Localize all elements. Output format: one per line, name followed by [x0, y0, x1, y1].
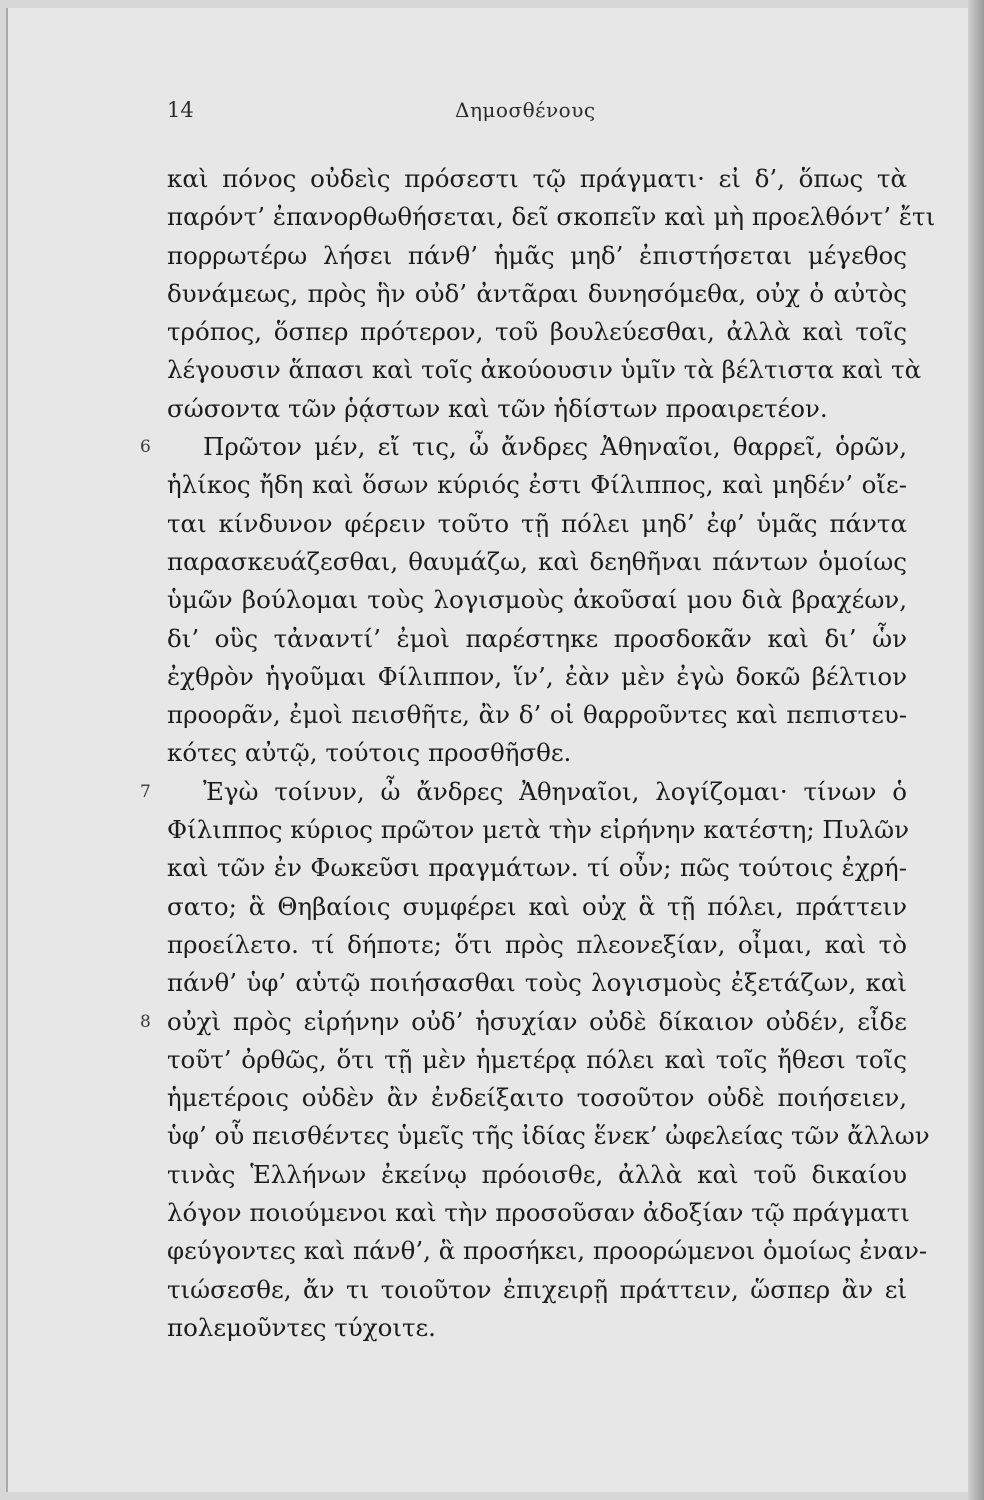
- main-text: [140, 160, 936, 1347]
- text-line: τοῦτ’ ὀρθῶς, ὅτι τῇ μὲν ἡμετέρᾳ πόλει καὶ τοῖς ἤθεσι τοῖς: [167, 1044, 907, 1074]
- text-line: δυνάμεως, πρὸς ἣν οὐδ’ ἀντᾶραι δυνησόμεθα, οὐχ ὁ αὐτὸς: [167, 278, 907, 308]
- page-gutter-shadow: [968, 0, 984, 1500]
- text-line: τινὰς Ἑλλήνων ἐκείνῳ πρόοισθε, ἀλλὰ καὶ τοῦ δικαίου: [167, 1159, 907, 1189]
- running-head: Δημοσθένους: [455, 98, 596, 122]
- text-line: σώσοντα τῶν ῥᾴστων καὶ τῶν ἡδίστων προαιρετέον.: [167, 393, 828, 423]
- text-line: παρόντ’ ἐπανορθωθήσεται, δεῖ σκοπεῖν καὶ μὴ προελθόντ’ ἔτι: [167, 202, 936, 232]
- text-line: προείλετο. τί δήποτε; ὅτι πρὸς πλεονεξίαν, οἶμαι, καὶ τὸ: [167, 929, 907, 959]
- page-number: 14: [167, 98, 194, 122]
- text-line-with-margin-number: [140, 1003, 907, 1041]
- text-line: παρασκευάζεσθαι, θαυμάζω, καὶ δεηθῆναι πάντων ὁμοίως: [167, 546, 907, 576]
- text-line: ὑμῶν βούλομαι τοὺς λογισμοὺς ἀκοῦσαί μου διὰ βραχέων,: [167, 585, 907, 615]
- text-line: ὑφ’ οὗ πεισθέντες ὑμεῖς τῆς ἰδίας ἕνεκ’ ὠφελείας τῶν ἄλλων: [167, 1121, 930, 1151]
- text-line: ἡμετέροις οὐδὲν ἂν ἐνδείξαιτο τοσοῦτον οὐδὲ ποιήσειεν,: [167, 1083, 907, 1113]
- text-line: τιώσεσθε, ἄν τι τοιοῦτον ἐπιχειρῇ πράττειν, ὥσπερ ἂν εἰ: [167, 1274, 907, 1304]
- paragraph-start-line: [140, 773, 907, 811]
- text-line: λέγουσιν ἅπασι καὶ τοῖς ἀκούουσιν ὑμῖν τὰ βέλτιστα καὶ τὰ: [167, 355, 922, 385]
- text-line: καὶ πόνος οὐδεὶς πρόσεστι τῷ πράγματι· εἰ δ’, ὅπως τὰ: [167, 164, 907, 193]
- margin-section-number: 7: [140, 781, 151, 802]
- text-line: σατο; ἃ Θηβαίοις συμφέρει καὶ οὐχ ἃ τῇ πόλει, πράττειν: [167, 891, 907, 921]
- text-line: κότες αὐτῷ, τούτοις προσθῆσθε.: [167, 738, 572, 768]
- text-line: πορρωτέρω λήσει πάνθ’ ἡμᾶς μηδ’ ἐπιστήσεται μέγεθος: [167, 240, 907, 270]
- margin-section-number: 6: [140, 437, 151, 458]
- text-line: πάνθ’ ὑφ’ αὑτῷ ποιήσασθαι τοὺς λογισμοὺς ἐξετάζων, καὶ: [167, 968, 907, 998]
- page-header: [0, 98, 984, 128]
- text-line: τρόπος, ὅσπερ πρότερον, τοῦ βουλεύεσθαι, ἀλλὰ καὶ τοῖς: [167, 317, 907, 347]
- text-line: ἡλίκος ἤδη καὶ ὅσων κύριός ἐστι Φίλιππος, καὶ μηδέν’ οἴε-: [167, 470, 907, 500]
- text-line: ται κίνδυνον φέρειν τοῦτο τῇ πόλει μηδ’ ἐφ’ ὑμᾶς πάντα: [167, 508, 907, 538]
- text-line: λόγον ποιούμενοι καὶ τὴν προσοῦσαν ἀδοξίαν τῷ πράγματι: [167, 1198, 910, 1228]
- text-line: οὐχὶ πρὸς εἰρήνην οὐδ’ ἡσυχίαν οὐδὲ δίκαιον οὐδέν, εἶδε: [167, 1006, 907, 1036]
- text-line: φεύγοντες καὶ πάνθ’, ἃ προσήκει, προορώμενοι ὁμοίως ἐναν-: [167, 1236, 928, 1266]
- paragraph-start-line: [140, 428, 907, 466]
- text-line: καὶ τῶν ἐν Φωκεῦσι πραγμάτων. τί οὖν; πῶς τούτοις ἐχρή-: [167, 853, 907, 883]
- text-line: δι’ οὓς τἀναντί’ ἐμοὶ παρέστηκε προσδοκᾶν καὶ δι’ ὧν: [167, 623, 907, 653]
- margin-section-number: 8: [140, 1011, 151, 1032]
- text-line: πολεμοῦντες τύχοιτε.: [167, 1312, 436, 1342]
- text-line: προορᾶν, ἐμοὶ πεισθῆτε, ἂν δ’ οἱ θαρροῦντες καὶ πεπιστευ-: [167, 700, 907, 730]
- text-line: Πρῶτον μέν, εἴ τις, ὦ ἄνδρες Ἀθηναῖοι, θαρρεῖ, ὁρῶν,: [203, 432, 907, 462]
- text-line: Φίλιππος κύριος πρῶτον μετὰ τὴν εἰρήνην κατέστη; Πυλῶν: [167, 815, 910, 845]
- text-line: Ἐγὼ τοίνυν, ὦ ἄνδρες Ἀθηναῖοι, λογίζομαι· τίνων ὁ: [203, 776, 907, 806]
- text-line: ἐχθρὸν ἡγοῦμαι Φίλιππον, ἵν’, ἐὰν μὲν ἐγὼ δοκῶ βέλτιον: [167, 661, 907, 691]
